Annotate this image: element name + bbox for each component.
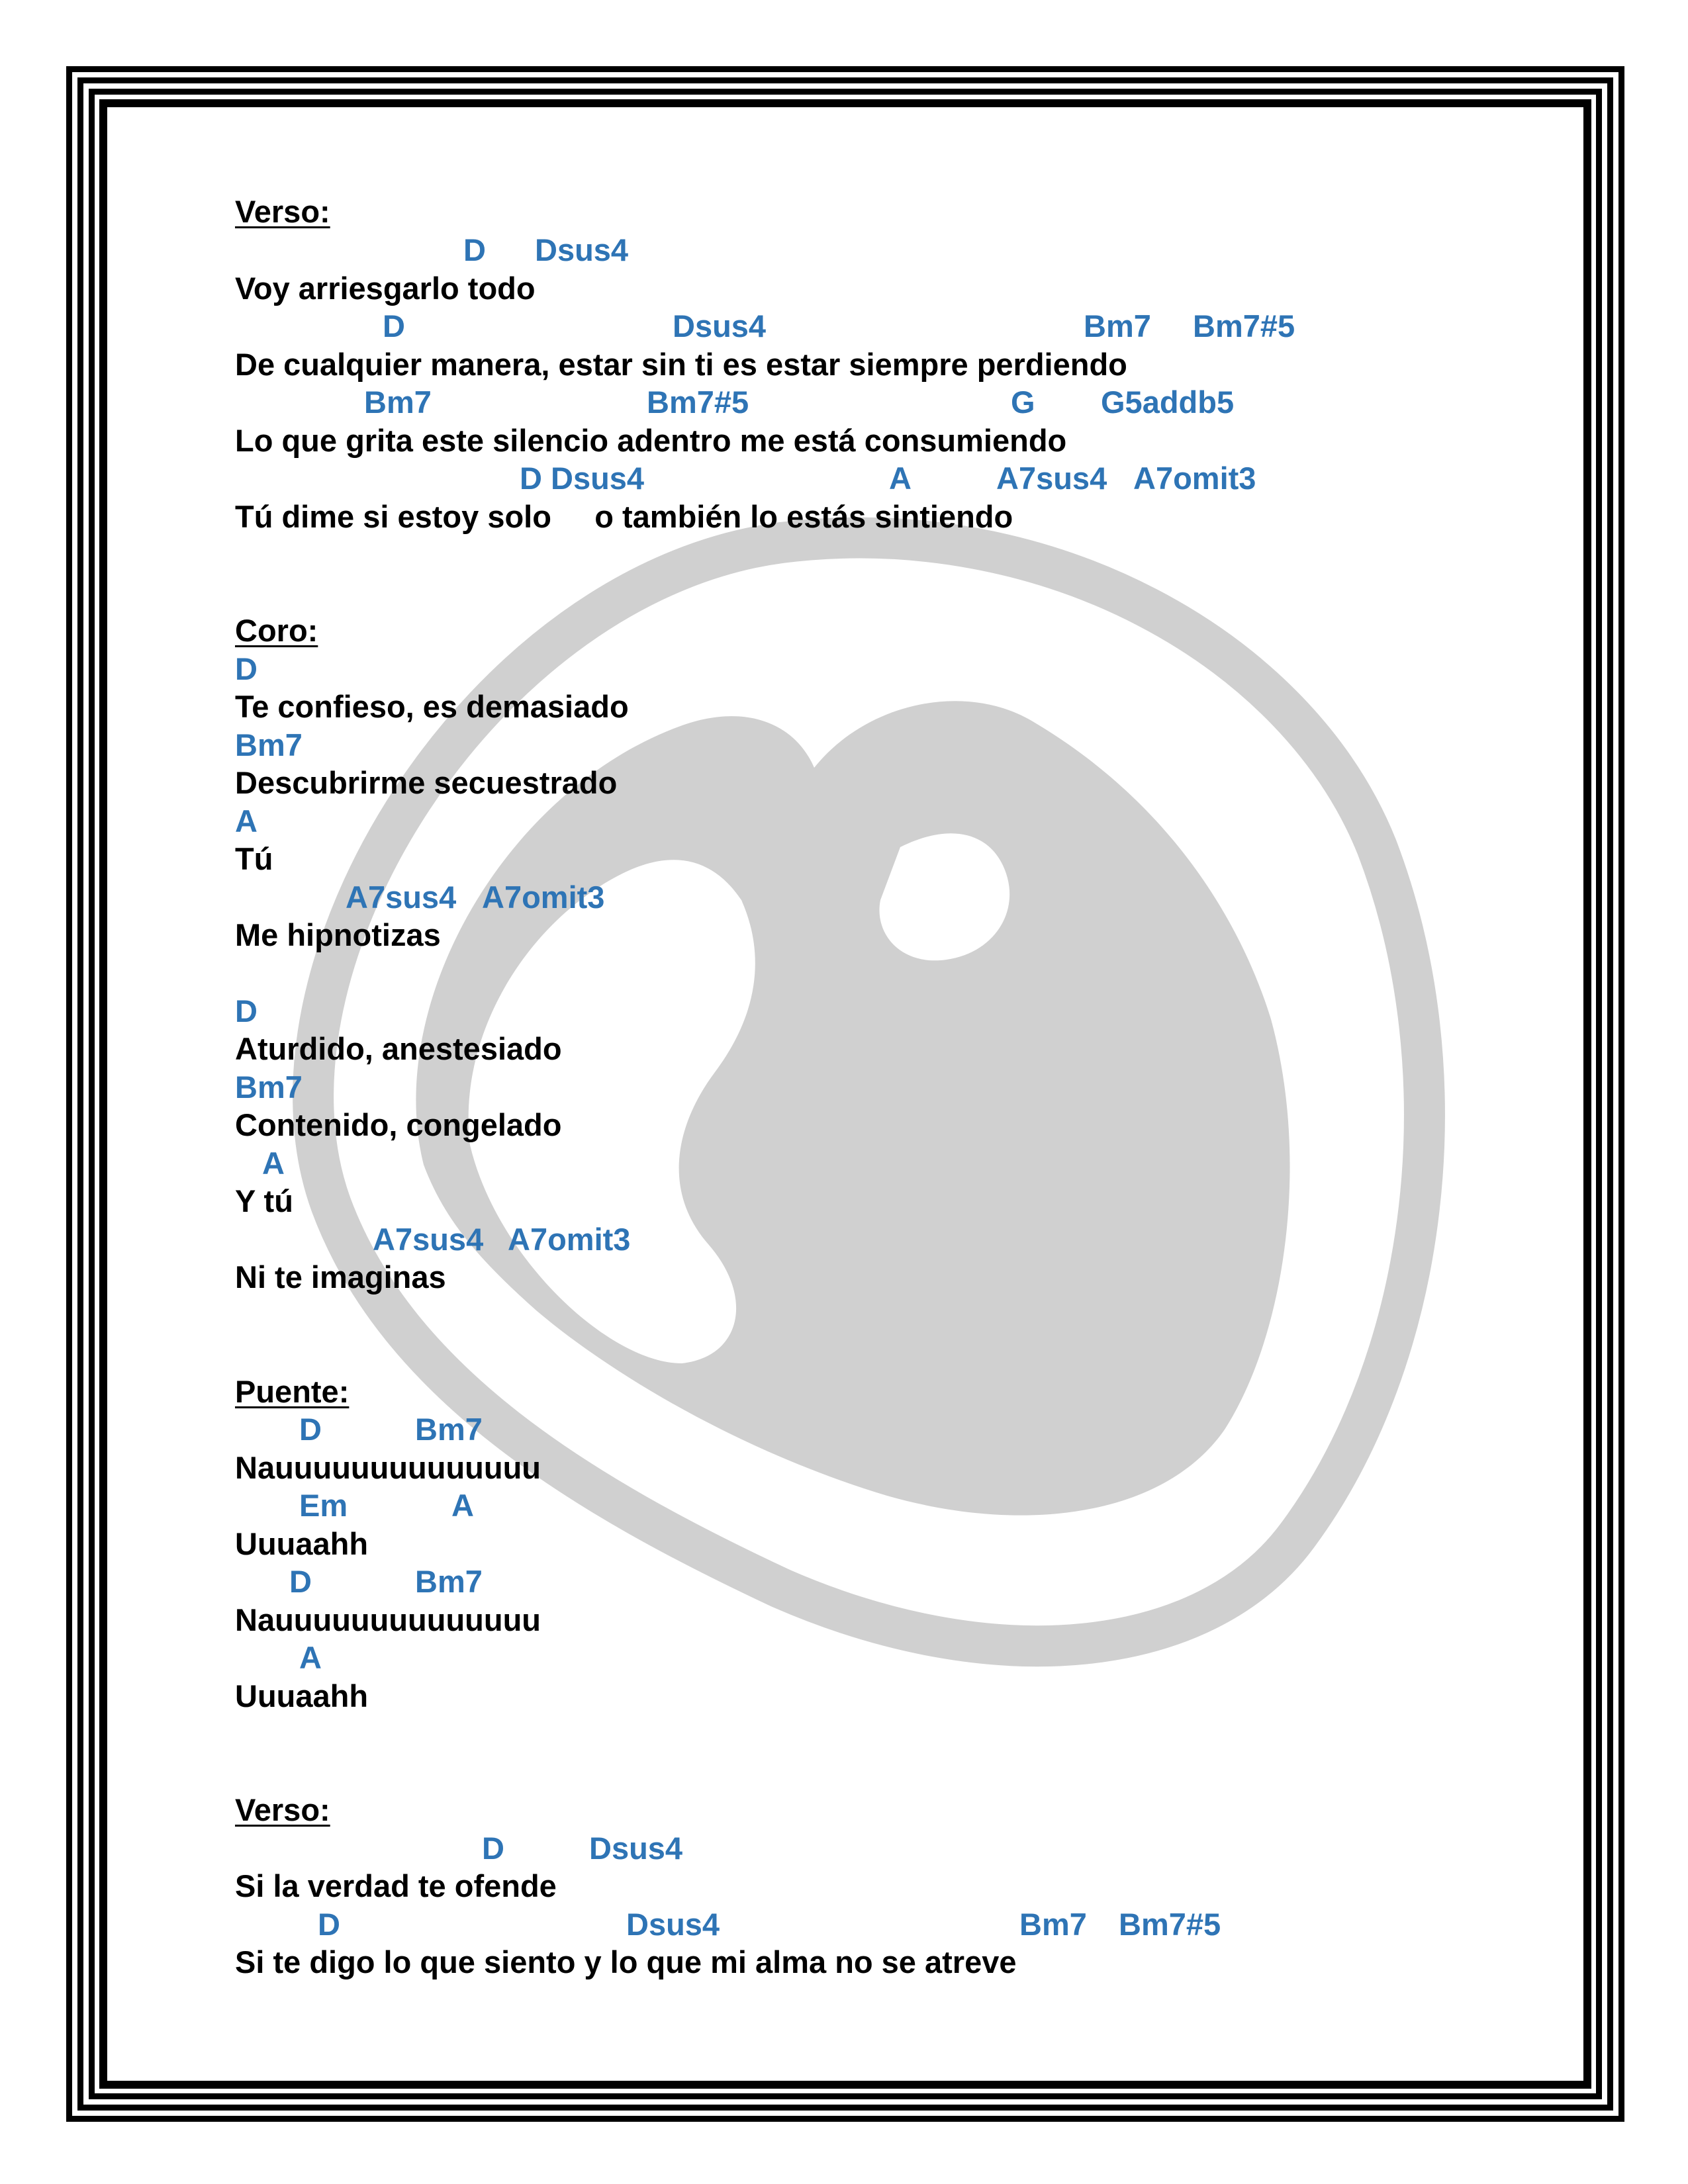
chord: Dsus4 [626, 1907, 720, 1942]
chord: Bm7 [1084, 308, 1151, 343]
chord: A7sus4 [373, 1222, 484, 1257]
chord: A [235, 803, 258, 839]
chord: A7omit3 [508, 1222, 631, 1257]
lyric-line: Tú [235, 841, 273, 876]
chord: D Dsus4 [520, 461, 645, 496]
section-title-puente: Puente: [235, 1374, 350, 1409]
lyric-line: Ni te imaginas [235, 1259, 446, 1295]
chord: Bm7#5 [1193, 308, 1295, 343]
section-title-coro: Coro: [235, 613, 318, 648]
lyric-line: Aturdido, anestesiado [235, 1031, 562, 1066]
lyric-line: Si la verdad te ofende [235, 1868, 557, 1903]
chord: A7sus4 [996, 461, 1107, 496]
lyric-line: Lo que grita este silencio adentro me está consumiendo [235, 423, 1067, 458]
chord: D [482, 1831, 504, 1866]
chord: D [235, 993, 258, 1028]
section-title-verso: Verso: [235, 194, 330, 229]
chord: A7sus4 [346, 880, 457, 915]
chord: Bm7 [1019, 1907, 1087, 1942]
chord: Bm7 [235, 1069, 303, 1105]
chord: Bm7 [415, 1412, 483, 1447]
lyric-line: Descubrirme secuestrado [235, 765, 618, 800]
chord: Bm7#5 [1119, 1907, 1221, 1942]
lyric-line: De cualquier manera, estar sin ti es estar siempre perdiendo [235, 347, 1127, 382]
chord: Dsus4 [589, 1831, 683, 1866]
chord: A7omit3 [1133, 461, 1256, 496]
chord: Dsus4 [673, 308, 767, 343]
chord: A7omit3 [482, 880, 605, 915]
chord: G5addb5 [1101, 385, 1235, 420]
lyric-line: Te confieso, es demasiado [235, 689, 629, 724]
lyric-line: Me hipnotizas [235, 917, 441, 952]
chord: D [299, 1412, 322, 1447]
lyric-line: Y tú [235, 1183, 293, 1218]
chord: D [318, 1907, 340, 1942]
chord: Em [299, 1488, 348, 1523]
chord: Bm7#5 [647, 385, 749, 420]
chord: D [235, 651, 258, 686]
chord: Bm7 [235, 727, 303, 762]
lyric-line: Nauuuuuuuuuuuuuu [235, 1450, 541, 1485]
lyric-line: Tú dime si estoy solo o también lo estás sintiendo [235, 499, 1013, 534]
chord: D [289, 1564, 312, 1599]
lyric-line: Si te digo lo que siento y lo que mi alma no se atreve [235, 1944, 1017, 1979]
chord: D [463, 232, 486, 267]
chord: Bm7 [415, 1564, 483, 1599]
chord: A [299, 1640, 322, 1675]
lyric-line: Nauuuuuuuuuuuuuu [235, 1602, 541, 1637]
chord: A [889, 461, 912, 496]
lyric-line: Uuuaahh [235, 1678, 369, 1713]
lyric-line: Voy arriesgarlo todo [235, 271, 536, 306]
chord: Dsus4 [535, 232, 629, 267]
chord: G [1011, 385, 1035, 420]
section-title-verso: Verso: [235, 1792, 330, 1827]
chord: A [451, 1488, 474, 1523]
chord: D [383, 308, 405, 343]
chord: Bm7 [364, 385, 432, 420]
lyric-line: Contenido, congelado [235, 1107, 562, 1142]
chord: A [262, 1146, 285, 1181]
lyric-line: Uuuaahh [235, 1526, 369, 1561]
